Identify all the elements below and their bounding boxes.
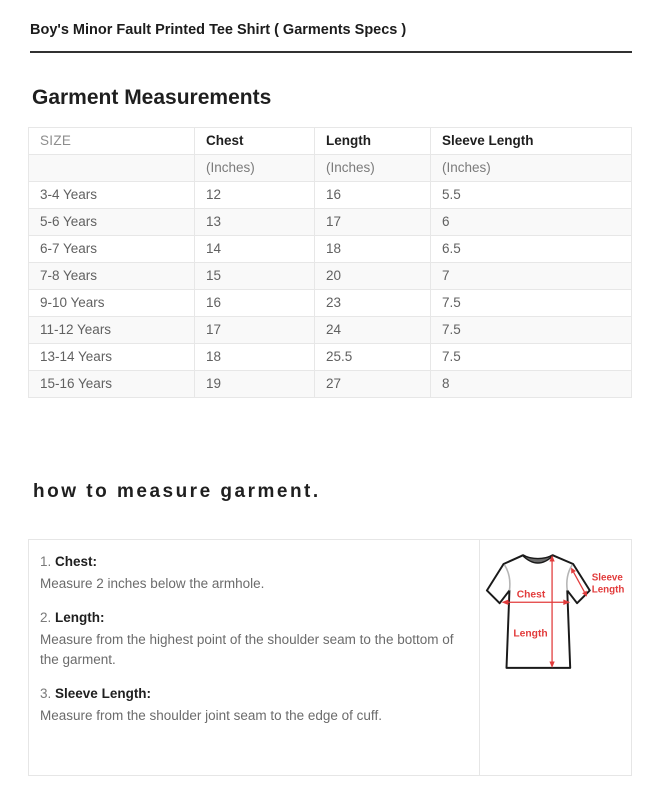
instruction-term: Chest: <box>55 554 98 569</box>
table-cell: 5-6 Years <box>29 209 195 236</box>
table-cell: 25.5 <box>315 344 431 371</box>
instruction-list <box>29 540 479 775</box>
units-cell: (Inches) <box>195 155 315 182</box>
table-row <box>29 263 632 290</box>
size-table-head-row <box>29 128 632 155</box>
tshirt-measure-illustration <box>482 544 629 682</box>
table-cell: 6-7 Years <box>29 236 195 263</box>
instruction-text: Measure from the highest point of the shoulder seam to the bottom of the garment. <box>40 632 454 667</box>
measure-instructions-box <box>28 539 632 776</box>
table-row <box>29 317 632 344</box>
length-label: Length <box>513 628 548 640</box>
table-cell: 6.5 <box>431 236 632 263</box>
table-cell: 18 <box>315 236 431 263</box>
table-cell: 24 <box>315 317 431 344</box>
instruction-heading <box>40 552 463 571</box>
tshirt-diagram <box>479 540 631 775</box>
instruction-text: Measure 2 inches below the armhole. <box>40 576 265 591</box>
column-header: Sleeve Length <box>431 128 632 155</box>
units-cell <box>29 155 195 182</box>
chest-label: Chest <box>516 589 546 601</box>
instruction-number: 2. <box>40 610 52 625</box>
table-cell: 8 <box>431 371 632 398</box>
table-cell: 17 <box>315 209 431 236</box>
table-cell: 9-10 Years <box>29 290 195 317</box>
page-title: Boy's Minor Fault Printed Tee Shirt ( Garments Specs ) <box>30 22 407 38</box>
table-cell: 18 <box>195 344 315 371</box>
table-cell: 17 <box>195 317 315 344</box>
table-row <box>29 209 632 236</box>
instruction-number: 3. <box>40 686 52 701</box>
units-row <box>29 155 632 182</box>
table-cell: 19 <box>195 371 315 398</box>
table-cell: 20 <box>315 263 431 290</box>
table-cell: 3-4 Years <box>29 182 195 209</box>
table-cell: 15 <box>195 263 315 290</box>
sleeve-length-label-line2: Length <box>591 584 625 596</box>
instruction-term: Length: <box>55 610 105 625</box>
table-cell: 13 <box>195 209 315 236</box>
title-divider <box>30 51 632 53</box>
table-cell: 16 <box>195 290 315 317</box>
table-cell: 7.5 <box>431 290 632 317</box>
table-cell: 16 <box>315 182 431 209</box>
instruction-number: 1. <box>40 554 52 569</box>
column-header: Length <box>315 128 431 155</box>
table-cell: 12 <box>195 182 315 209</box>
units-cell: (Inches) <box>431 155 632 182</box>
table-cell: 27 <box>315 371 431 398</box>
table-cell: 11-12 Years <box>29 317 195 344</box>
instruction-heading <box>40 684 463 703</box>
table-cell: 14 <box>195 236 315 263</box>
instruction-heading <box>40 608 463 627</box>
instruction-term: Sleeve Length: <box>55 686 152 701</box>
size-table <box>28 127 632 398</box>
table-cell: 15-16 Years <box>29 371 195 398</box>
sleeve-length-label-line1: Sleeve <box>591 572 623 584</box>
column-header: Chest <box>195 128 315 155</box>
size-table-body <box>29 155 632 398</box>
table-cell: 7 <box>431 263 632 290</box>
table-cell: 7-8 Years <box>29 263 195 290</box>
table-row <box>29 236 632 263</box>
table-cell: 13-14 Years <box>29 344 195 371</box>
table-cell: 7.5 <box>431 344 632 371</box>
column-header: SIZE <box>29 128 195 155</box>
table-row <box>29 344 632 371</box>
table-cell: 7.5 <box>431 317 632 344</box>
units-cell: (Inches) <box>315 155 431 182</box>
table-cell: 5.5 <box>431 182 632 209</box>
tshirt-outline <box>487 555 590 668</box>
table-row <box>29 290 632 317</box>
instruction-text: Measure from the shoulder joint seam to the edge of cuff. <box>40 708 382 723</box>
how-to-heading: how to measure garment. <box>33 481 321 502</box>
table-row <box>29 182 632 209</box>
table-cell: 6 <box>431 209 632 236</box>
table-row <box>29 371 632 398</box>
table-cell: 23 <box>315 290 431 317</box>
measurements-heading: Garment Measurements <box>32 86 272 109</box>
